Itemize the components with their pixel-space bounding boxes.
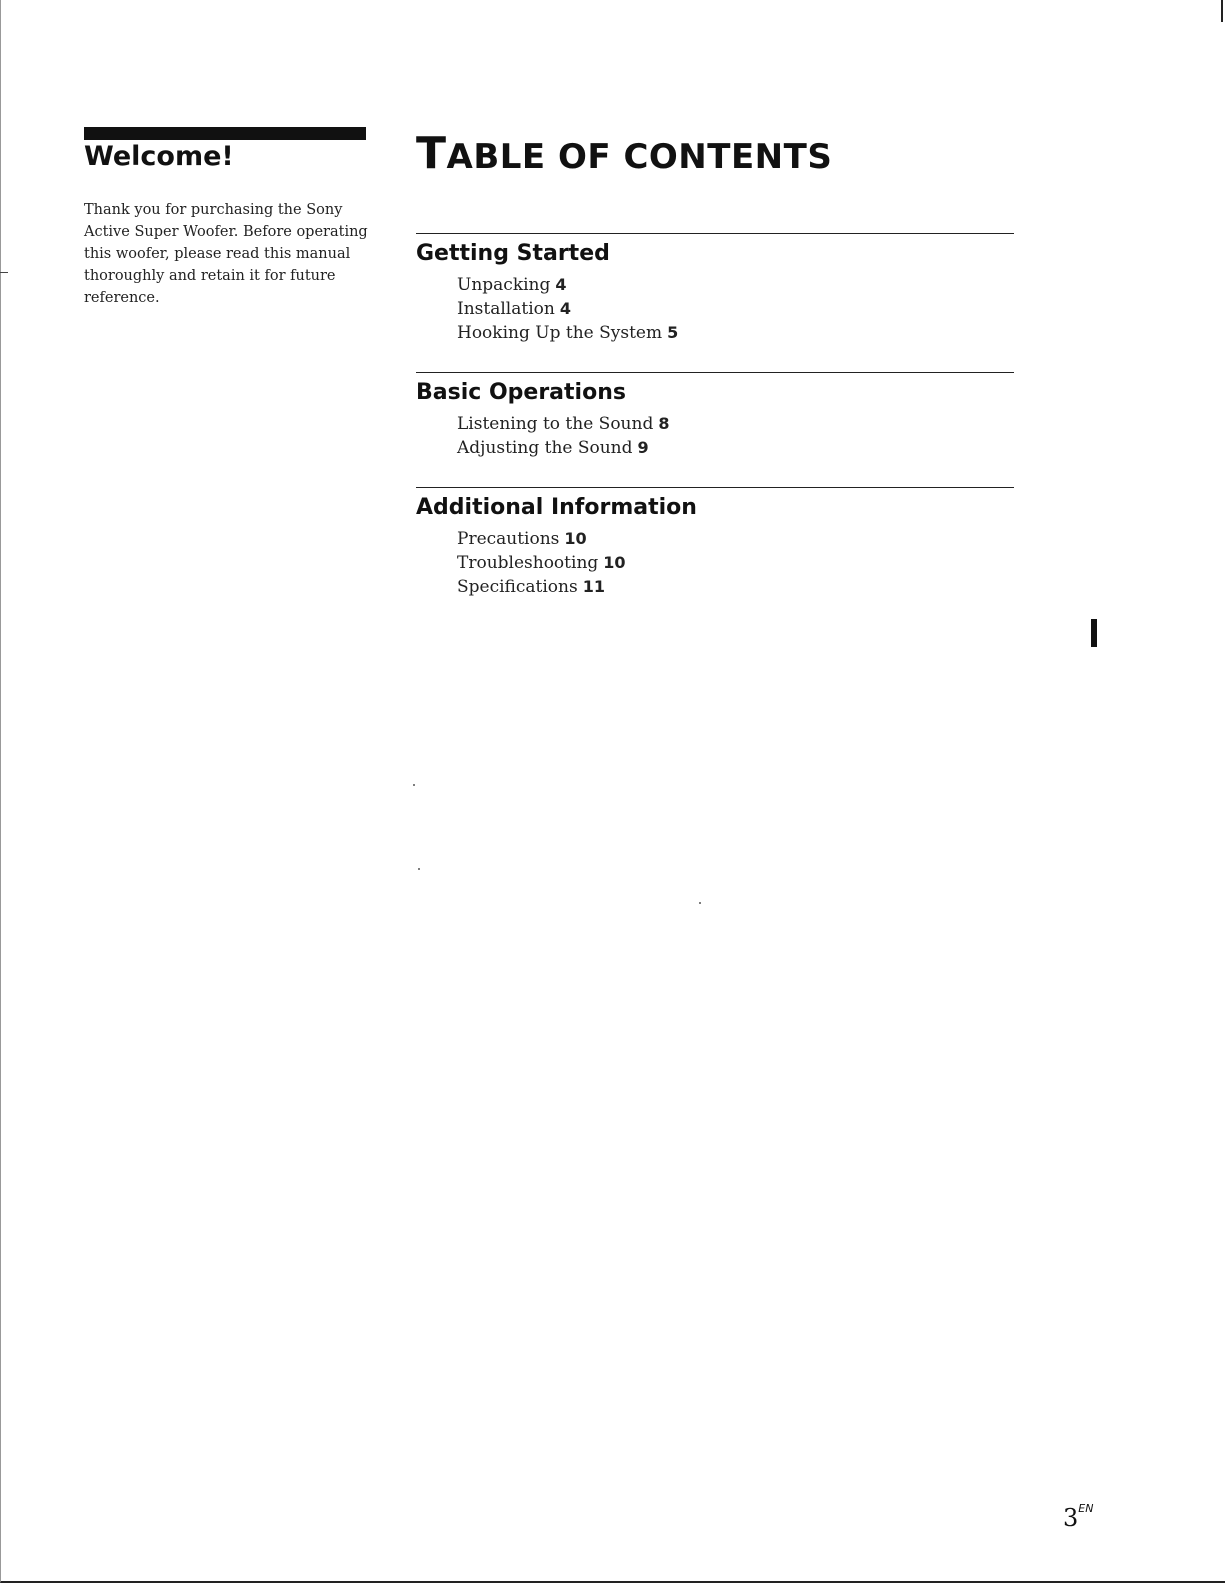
entry-label: Hooking Up the System: [457, 323, 663, 343]
section-rule: [416, 233, 1014, 234]
section-heading: Basic Operations: [416, 380, 626, 405]
toc-title: [416, 128, 832, 179]
chapter-tab-mark: [1091, 619, 1097, 647]
entry-label: Unpacking: [457, 275, 551, 295]
welcome-rule-bar: [84, 127, 366, 140]
toc-section-additional-information: [416, 487, 1014, 599]
entry-page-number: 10: [603, 553, 626, 572]
toc-entry[interactable]: [457, 321, 1014, 345]
section-heading: Getting Started: [416, 241, 610, 266]
page-number-value: 3: [1063, 1504, 1079, 1532]
entry-page-number: 4: [555, 275, 567, 294]
entry-page-number: 4: [559, 299, 571, 318]
entry-label: Precautions: [457, 529, 560, 549]
entry-list: [416, 527, 1014, 599]
welcome-text: Thank you for purchasing the Sony Active Super Woofer. Before operating this woofer, please read this manual thoroughly and retain it for future reference.: [84, 202, 368, 306]
page-number-suffix: EN: [1078, 1502, 1094, 1515]
edge-tick: [0, 272, 8, 273]
entry-label: Specifications: [457, 577, 578, 597]
toc-entry[interactable]: [457, 412, 1014, 436]
page-number: [1063, 1502, 1093, 1532]
section-rule: [416, 487, 1014, 488]
entry-page-number: 11: [582, 577, 605, 596]
toc-entry[interactable]: [457, 297, 1014, 321]
toc-title-initial: T: [416, 128, 447, 179]
toc-entry[interactable]: [457, 527, 1014, 551]
entry-label: Adjusting the Sound: [457, 438, 633, 458]
toc-entry[interactable]: [457, 575, 1014, 599]
entry-list: [416, 412, 1014, 460]
edge-mark: [1221, 0, 1223, 22]
section-rule: [416, 372, 1014, 373]
entry-label: Troubleshooting: [457, 553, 599, 573]
toc-entry[interactable]: [457, 436, 1014, 460]
entry-page-number: 8: [658, 414, 670, 433]
toc-title-rest: ABLE OF CONTENTS: [446, 137, 833, 177]
entry-list: [416, 273, 1014, 345]
toc-section-basic-operations: [416, 372, 1014, 460]
entry-page-number: 5: [667, 323, 679, 342]
scan-speck: [699, 902, 701, 904]
entry-page-number: 9: [637, 438, 649, 457]
toc-entry[interactable]: [457, 273, 1014, 297]
welcome-title: Welcome!: [84, 141, 234, 172]
entry-page-number: 10: [564, 529, 587, 548]
scan-speck: [418, 868, 420, 870]
entry-label: Installation: [457, 299, 555, 319]
scan-speck: [413, 784, 415, 786]
toc-entry[interactable]: [457, 551, 1014, 575]
section-heading: Additional Information: [416, 495, 697, 520]
entry-label: Listening to the Sound: [457, 414, 654, 434]
toc-section-getting-started: [416, 233, 1014, 345]
